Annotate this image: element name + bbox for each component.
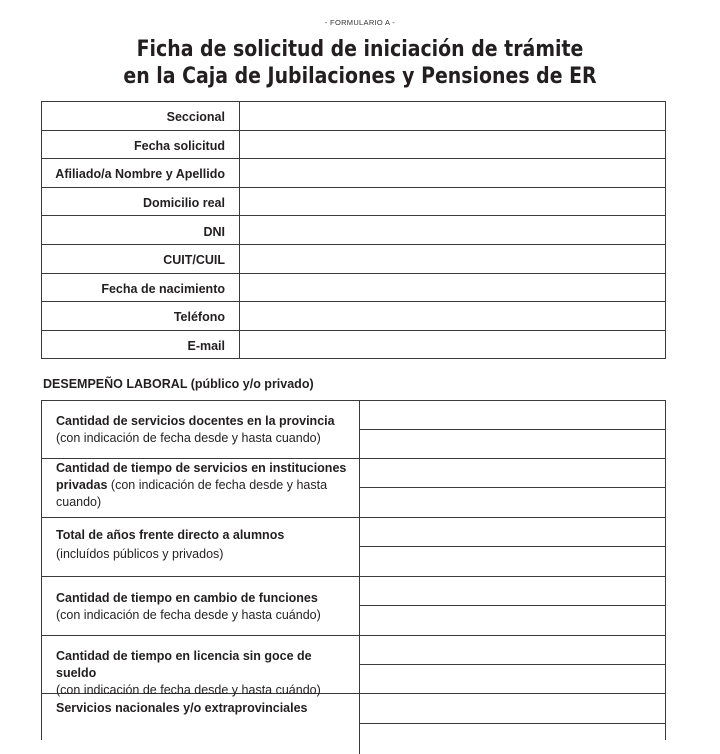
field-row-domicilio — [42, 187, 666, 216]
work-row-subtitle: (con indicación de fecha desde y hasta cuando) — [56, 431, 321, 445]
field-label: E-mail — [42, 330, 240, 359]
work-row-description — [42, 636, 360, 697]
field-row-telefono — [42, 302, 666, 331]
work-row-description — [42, 577, 360, 635]
work-answer-field-2[interactable] — [360, 547, 665, 576]
field-row-dni — [42, 216, 666, 245]
work-row-subtitle: (con indicación de fecha desde y hasta cuándo) — [56, 683, 321, 697]
field-label: Seccional — [42, 102, 240, 131]
work-answer-field-1[interactable] — [360, 577, 665, 606]
work-row-nacionales — [42, 694, 665, 754]
work-row-title: Cantidad de servicios docentes en la provincia — [56, 414, 335, 428]
work-answer-field-2[interactable] — [360, 488, 665, 517]
work-row-subtitle: (con indicación de fecha desde y hasta cuando) — [56, 478, 328, 509]
dni-field[interactable] — [240, 216, 666, 245]
field-row-fecha-solicitud — [42, 130, 666, 159]
work-answer-field-1[interactable] — [360, 459, 665, 488]
form-code: - FORMULARIO A - — [324, 18, 396, 27]
field-label: Fecha solicitud — [42, 130, 240, 159]
work-row-title: Servicios nacionales y/o extraprovinciales — [56, 701, 308, 715]
personal-data-table — [41, 101, 666, 359]
work-answer-field-1[interactable] — [360, 518, 665, 547]
work-row-subtitle: (con indicación de fecha desde y hasta cuándo) — [56, 608, 321, 622]
field-row-nacimiento — [42, 273, 666, 302]
field-label: DNI — [42, 216, 240, 245]
field-row-email — [42, 330, 666, 359]
cuit-cuil-field[interactable] — [240, 244, 666, 273]
field-label: Domicilio real — [42, 187, 240, 216]
field-label: CUIT/CUIL — [42, 244, 240, 273]
page-title — [50, 36, 669, 90]
work-row-subtitle: (incluídos públicos y privados) — [56, 547, 224, 561]
work-answer-field-1[interactable] — [360, 636, 665, 665]
section-title-desempeno: DESEMPEÑO LABORAL (público y/o privado) — [43, 377, 314, 391]
work-row-frente-alumnos — [42, 518, 665, 577]
work-history-table — [41, 400, 666, 740]
title-line-1: Ficha de solicitud de iniciación de trámite — [136, 37, 584, 62]
work-row-docentes — [42, 401, 665, 459]
work-row-description — [42, 401, 360, 458]
field-label: Fecha de nacimiento — [42, 273, 240, 302]
domicilio-field[interactable] — [240, 187, 666, 216]
email-field[interactable] — [240, 330, 666, 359]
fecha-solicitud-field[interactable] — [240, 130, 666, 159]
work-row-description — [42, 518, 360, 576]
work-row-title: Cantidad de tiempo en cambio de funciones — [56, 591, 318, 605]
field-label: Teléfono — [42, 302, 240, 331]
field-row-seccional — [42, 102, 666, 131]
seccional-field[interactable] — [240, 102, 666, 131]
field-label: Afiliado/a Nombre y Apellido — [42, 159, 240, 188]
work-answer-field-2[interactable] — [360, 430, 665, 459]
work-row-description — [42, 459, 360, 517]
work-answer-field-2[interactable] — [360, 606, 665, 635]
nombre-apellido-field[interactable] — [240, 159, 666, 188]
fecha-nacimiento-field[interactable] — [240, 273, 666, 302]
work-row-title: Cantidad de tiempo en licencia sin goce de sueldo — [56, 649, 312, 680]
field-row-nombre — [42, 159, 666, 188]
title-line-2: en la Caja de Jubilaciones y Pensiones de ER — [123, 64, 597, 89]
work-answer-field-1[interactable] — [360, 401, 665, 430]
work-row-licencia — [42, 636, 665, 697]
work-row-title: Cantidad de tiempo de servicios en instituciones privadas — [56, 461, 347, 492]
work-row-title: Total de años frente directo a alumnos — [56, 528, 285, 542]
work-row-privados — [42, 459, 665, 518]
telefono-field[interactable] — [240, 302, 666, 331]
work-row-cambio-funciones — [42, 577, 665, 636]
field-row-cuit — [42, 244, 666, 273]
work-row-description — [42, 694, 360, 754]
work-answer-field-2[interactable] — [360, 665, 665, 694]
